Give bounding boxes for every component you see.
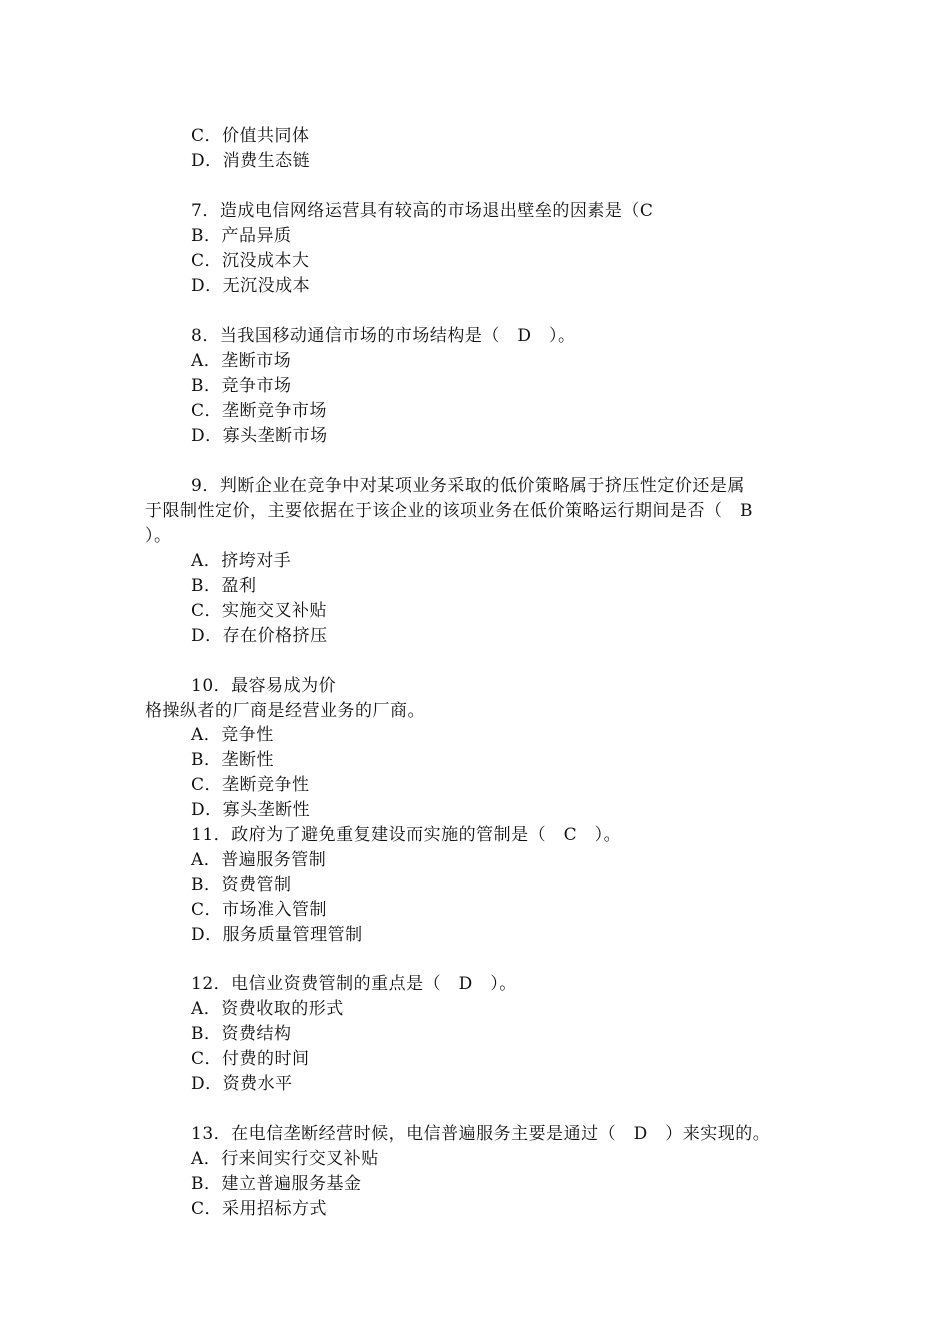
q10-stem-line-1: 10．最容易成为价 [191, 676, 337, 696]
q7-option-b: B．产品异质 [191, 226, 292, 246]
q12-stem: 12．电信业资费管制的重点是（ D ）。 [191, 974, 517, 994]
q8-option-a: A．垄断市场 [191, 351, 292, 371]
q7-stem: 7．造成电信网络运营具有较高的市场退出壁垒的因素是（C [191, 201, 654, 221]
q12-option-b: B．资费结构 [191, 1024, 292, 1044]
q10-option-b: B．垄断性 [191, 750, 274, 770]
q9-option-d: D．存在价格挤压 [191, 626, 328, 646]
q11-option-b: B．资费管制 [191, 875, 292, 895]
q11-option-d: D．服务质量管理管制 [191, 925, 363, 945]
q12-option-c: C．付费的时间 [191, 1049, 310, 1069]
q7-option-d: D．无沉没成本 [191, 276, 311, 296]
q12-option-d: D．资费水平 [191, 1074, 293, 1094]
q8-option-b: B．竞争市场 [191, 376, 292, 396]
q11-stem: 11．政府为了避免重复建设而实施的管制是（ C ）。 [191, 825, 622, 845]
q6-option-d: D．消费生态链 [191, 151, 311, 171]
q8-option-d: D．寡头垄断市场 [191, 426, 328, 446]
q13-option-a: A．行来间实行交叉补贴 [191, 1149, 379, 1169]
q9-option-a: A．挤垮对手 [191, 551, 292, 571]
q10-stem-line-2: 格操纵者的厂商是经营业务的厂商。 [145, 701, 425, 721]
q13-option-c: C．采用招标方式 [191, 1199, 328, 1219]
q10-option-c: C．垄断竞争性 [191, 775, 310, 795]
q7-option-c: C．沉没成本大 [191, 251, 310, 271]
q11-option-c: C．市场准入管制 [191, 900, 328, 920]
q9-stem-line-1: 9．判断企业在竞争中对某项业务采取的低价策略属于挤压性定价还是属 [191, 476, 745, 496]
q9-stem-line-3: ）。 [145, 526, 172, 546]
q9-option-c: C．实施交叉补贴 [191, 601, 328, 621]
q12-option-a: A．资费收取的形式 [191, 999, 344, 1019]
q10-option-d: D．寡头垄断性 [191, 800, 311, 820]
q8-stem: 8．当我国移动通信市场的市场结构是（ D ）。 [191, 326, 576, 346]
q13-stem: 13．在电信垄断经营时候，电信普遍服务主要是通过（ D ）来实现的。 [191, 1124, 771, 1144]
q11-option-a: A．普遍服务管制 [191, 850, 327, 870]
q8-option-c: C．垄断竞争市场 [191, 401, 328, 421]
q13-option-b: B．建立普遍服务基金 [191, 1174, 362, 1194]
q10-option-a: A．竞争性 [191, 725, 274, 745]
q6-option-c: C．价值共同体 [191, 126, 310, 146]
q9-stem-line-2: 于限制性定价，主要依据在于该企业的该项业务在低价策略运行期间是否（ B [145, 501, 753, 521]
q9-option-b: B．盈利 [191, 576, 257, 596]
